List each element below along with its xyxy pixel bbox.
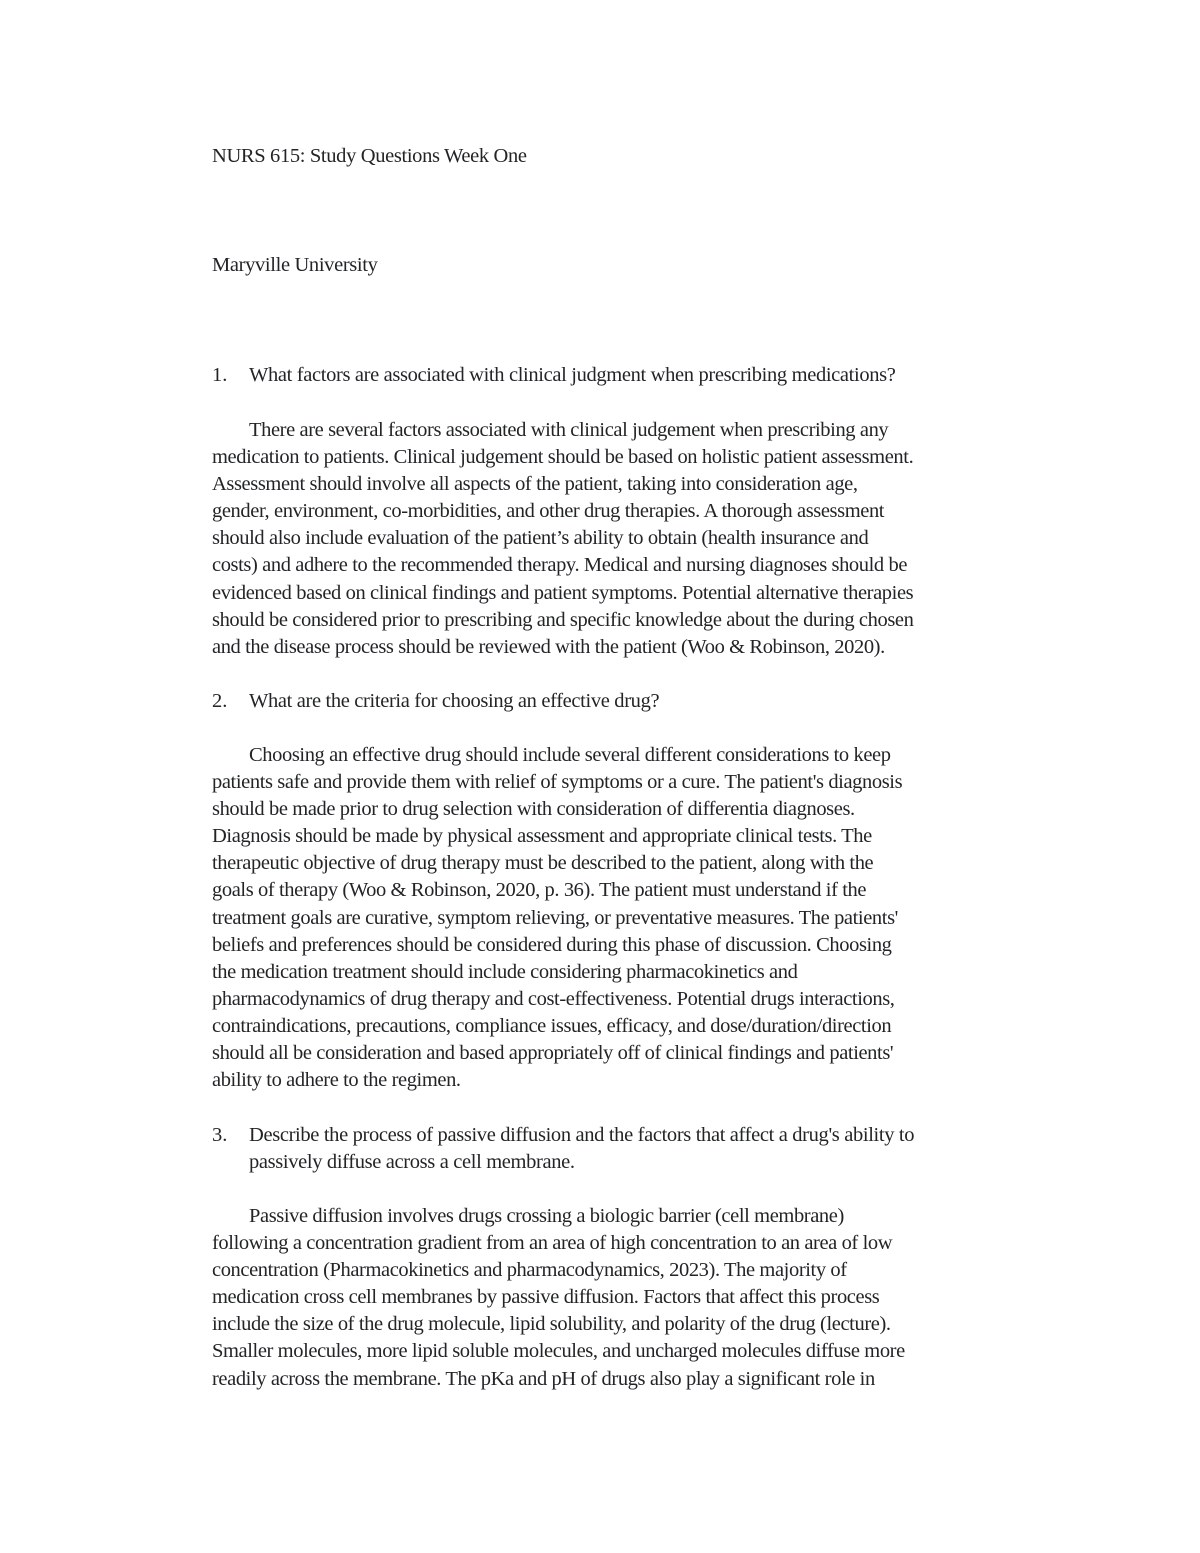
question-number: 3. — [212, 1124, 228, 1146]
answer-line: costs) and adhere to the recommended therapy. Medical and nursing diagnoses should be — [212, 554, 908, 577]
answer-line: Passive diffusion involves drugs crossing a biologic barrier (cell membrane) — [249, 1205, 844, 1227]
answer-line: patients safe and provide them with relief of symptoms or a cure. The patient's diagnosis — [212, 771, 903, 794]
answer-line: contraindications, precautions, compliance issues, efficacy, and dose/duration/direction — [212, 1014, 892, 1037]
answer-line: medication cross cell membranes by passive diffusion. Factors that affect this process — [212, 1286, 880, 1309]
question-text: Describe the process of passive diffusion and the factors that affect a drug's ability to — [249, 1124, 915, 1146]
answer-paragraph — [212, 417, 1062, 661]
answer-line: should be made prior to drug selection with consideration of differentia diagnoses. — [212, 798, 855, 821]
answer-line: should be considered prior to prescribing and specific knowledge about the during chosen — [212, 608, 914, 631]
answer-line: medication to patients. Clinical judgement should be based on holistic patient assessment. — [212, 446, 914, 469]
answer-line: and the disease process should be reviewed with the patient (Woo & Robinson, 2020). — [212, 635, 885, 658]
answer-line: treatment goals are curative, symptom relieving, or preventative measures. The patients' — [212, 906, 898, 929]
answer-line: Choosing an effective drug should include several different considerations to keep — [249, 744, 891, 766]
question-text: What factors are associated with clinical judgment when prescribing medications? — [249, 364, 896, 386]
answer-line: evidenced based on clinical findings and patient symptoms. Potential alternative therapies — [212, 581, 914, 604]
answer-paragraph — [212, 1203, 1062, 1393]
question-number: 2. — [212, 690, 228, 712]
answer-line: ability to adhere to the regimen. — [212, 1069, 461, 1092]
answer-line: should all be consideration and based appropriately off of clinical findings and patients' — [212, 1042, 894, 1065]
answer-line: gender, environment, co-morbidities, and other drug therapies. A thorough assessment — [212, 500, 885, 523]
question-text: What are the criteria for choosing an effective drug? — [249, 690, 660, 712]
question-number: 1. — [212, 364, 228, 386]
answer-line: goals of therapy (Woo & Robinson, 2020, p. 36). The patient must understand if the — [212, 879, 867, 902]
answer-line: therapeutic objective of drug therapy must be described to the patient, along with the — [212, 852, 874, 875]
answer-line: readily across the membrane. The pKa and pH of drugs also play a significant role in — [212, 1367, 875, 1390]
answer-paragraph — [212, 742, 1062, 1094]
document-title: NURS 615: Study Questions Week One — [212, 145, 527, 167]
answer-line: the medication treatment should include considering pharmacokinetics and — [212, 960, 798, 983]
answer-line: Smaller molecules, more lipid soluble molecules, and uncharged molecules diffuse more — [212, 1340, 905, 1363]
answer-line: pharmacodynamics of drug therapy and cost-effectiveness. Potential drugs interactions, — [212, 987, 895, 1010]
answer-line: concentration (Pharmacokinetics and pharmacodynamics, 2023). The majority of — [212, 1259, 847, 1282]
answer-line: should also include evaluation of the patient’s ability to obtain (health insurance and — [212, 527, 869, 550]
institution-name: Maryville University — [212, 254, 378, 276]
question-text: passively diffuse across a cell membrane. — [249, 1151, 575, 1173]
answer-line: There are several factors associated with clinical judgement when prescribing any — [249, 419, 889, 441]
answer-line: beliefs and preferences should be considered during this phase of discussion. Choosing — [212, 933, 892, 956]
answer-line: Assessment should involve all aspects of the patient, taking into consideration age, — [212, 473, 858, 496]
answer-line: include the size of the drug molecule, lipid solubility, and polarity of the drug (lecture). — [212, 1313, 891, 1336]
answer-line: following a concentration gradient from an area of high concentration to an area of low — [212, 1232, 893, 1255]
answer-line: Diagnosis should be made by physical assessment and appropriate clinical tests. The — [212, 825, 872, 848]
